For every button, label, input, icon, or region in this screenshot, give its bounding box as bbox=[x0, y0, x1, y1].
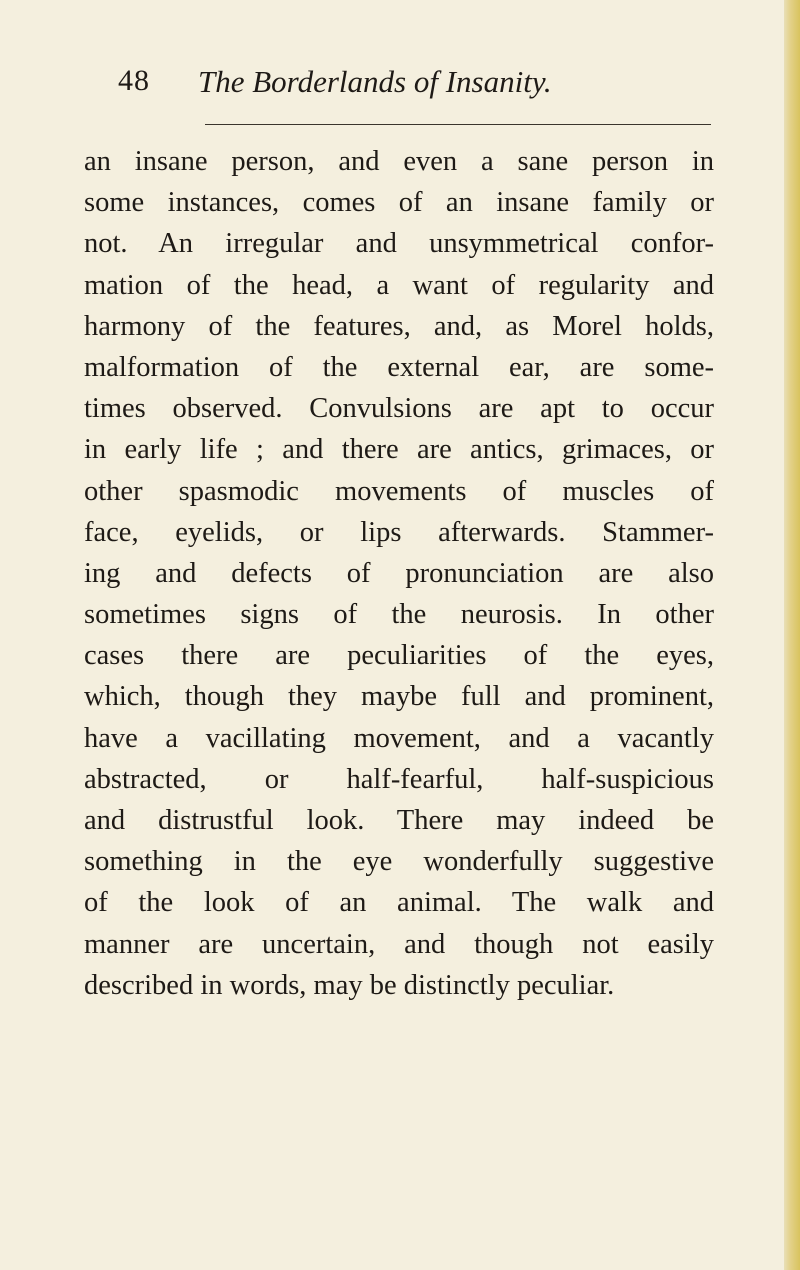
page-number: 48 bbox=[118, 64, 150, 97]
text-line: an insane person, and even a sane person in bbox=[84, 146, 714, 177]
text-line: something in the eye wonderfully suggestive bbox=[84, 846, 714, 878]
text-line: ing and defects of pronunciation are also bbox=[84, 557, 714, 589]
header-rule bbox=[205, 124, 711, 125]
text-line: which, though they maybe full and prominent, bbox=[84, 681, 714, 713]
text-line: other spasmodic movements of muscles of bbox=[84, 475, 714, 507]
text-line: in early life ; and there are antics, grimaces, or bbox=[84, 434, 714, 466]
text-line: abstracted, or half-fearful, half-suspicious bbox=[84, 763, 714, 795]
text-line: malformation of the external ear, are some- bbox=[84, 351, 714, 383]
text-line: mation of the head, a want of regularity and bbox=[84, 269, 714, 301]
text-line: cases there are peculiarities of the eyes, bbox=[84, 640, 714, 672]
page-header bbox=[118, 64, 718, 104]
text-line: sometimes signs of the neurosis. In other bbox=[84, 599, 714, 631]
text-line: face, eyelids, or lips afterwards. Stammer- bbox=[84, 516, 714, 548]
text-line: have a vacillating movement, and a vacantly bbox=[84, 722, 714, 754]
body-paragraph bbox=[84, 141, 714, 1006]
text-line: manner are uncertain, and though not easily bbox=[84, 928, 714, 960]
text-line: harmony of the features, and, as Morel holds, bbox=[84, 310, 714, 342]
text-line: of the look of an animal. The walk and bbox=[84, 887, 714, 919]
text-line: described in words, may be distinctly peculiar. bbox=[84, 969, 615, 1001]
text-line: some instances, comes of an insane family or bbox=[84, 187, 714, 219]
text-line: and distrustful look. There may indeed be bbox=[84, 805, 714, 836]
text-line: times observed. Convulsions are apt to occur bbox=[84, 393, 714, 425]
running-title: The Borderlands of Insanity. bbox=[198, 64, 552, 99]
gilded-page-edge bbox=[784, 0, 800, 1270]
text-line: not. An irregular and unsymmetrical confor- bbox=[84, 228, 714, 260]
